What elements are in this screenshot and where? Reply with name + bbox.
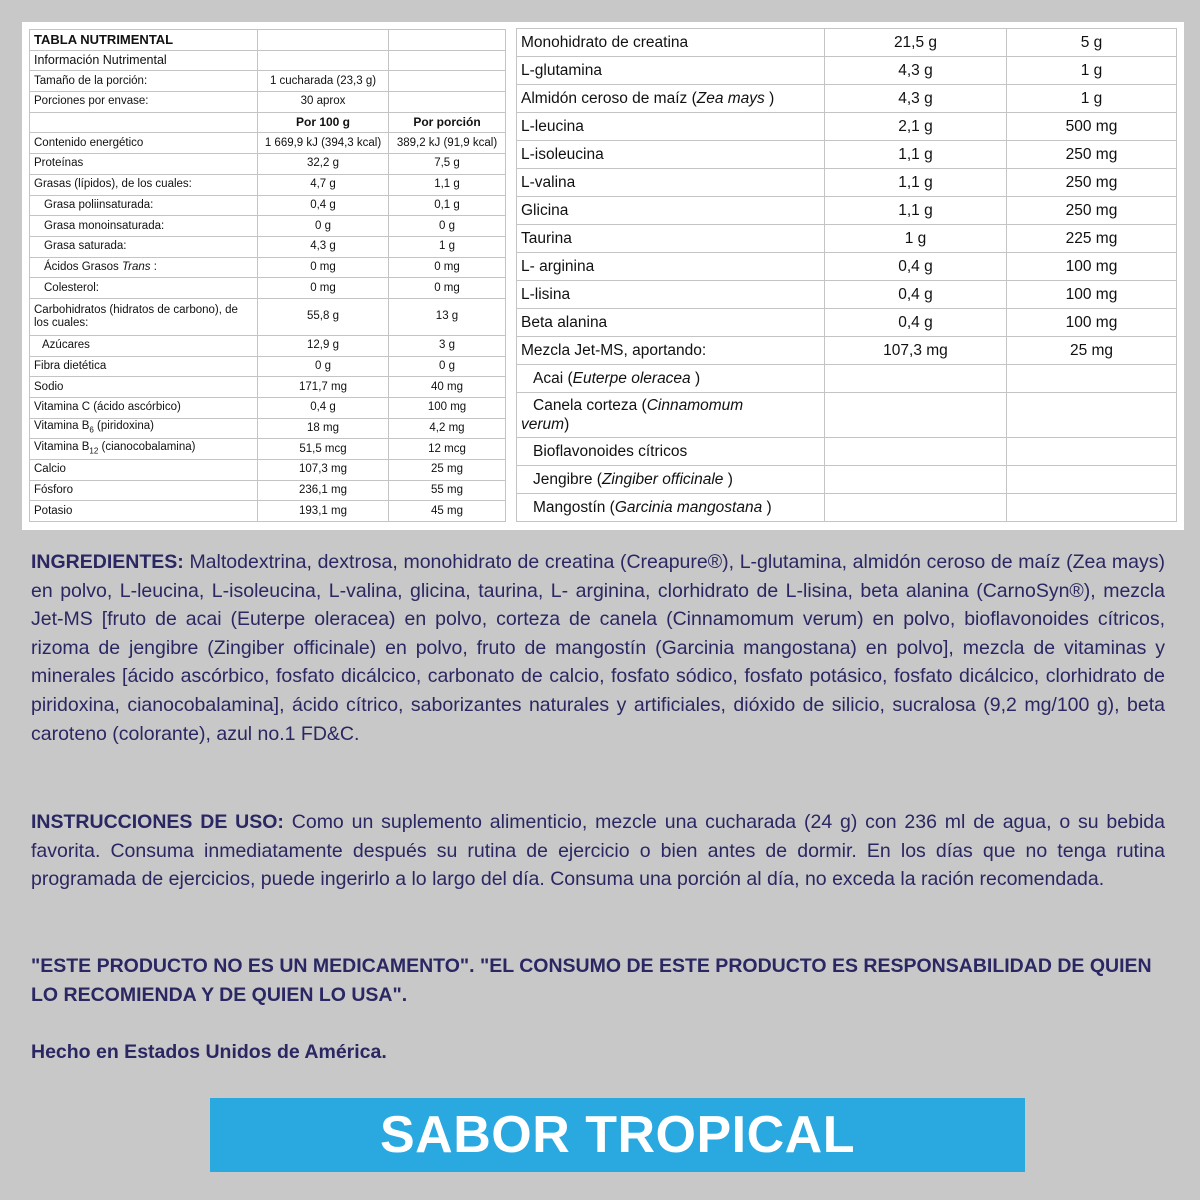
table-row [517,466,1177,494]
row-per100: 4,3 g [825,85,1007,113]
row-label: Calcio [30,460,258,481]
row-label: Grasas (lípidos), de los cuales: [30,174,258,195]
table-row [517,253,1177,281]
row-label: Colesterol: [30,278,258,299]
table-subtitle: Información Nutrimental [30,50,258,71]
row-per100: 1 669,9 kJ (394,3 kcal) [258,133,389,154]
row-per100: 0 mg [258,257,389,278]
table-row [30,92,506,113]
row-per100: 0,4 g [825,253,1007,281]
instructions-paragraph [31,808,1165,894]
row-perserving: 100 mg [389,398,506,419]
table-row [517,225,1177,253]
table-row [30,30,506,51]
instructions-heading: INSTRUCCIONES DE USO: [31,811,284,833]
row-label: Glicina [517,197,825,225]
table-row [30,298,506,335]
row-per100: 107,3 mg [825,337,1007,365]
row-label: Jengibre (Zingiber officinale ) [517,466,825,494]
table-row [517,113,1177,141]
nutrition-panel [22,22,1184,530]
row-per100: 0 mg [258,278,389,299]
table-row [30,174,506,195]
row-per100: 4,3 g [825,57,1007,85]
row-perserving: 0 mg [389,278,506,299]
row-perserving: 7,5 g [389,154,506,175]
table-row [30,460,506,481]
row-perserving: 13 g [389,298,506,335]
row-per100: 12,9 g [258,335,389,356]
row-per100: 236,1 mg [258,480,389,501]
table-row [517,197,1177,225]
row-per100: 55,8 g [258,298,389,335]
table-row [30,50,506,71]
row-label: L-glutamina [517,57,825,85]
row-per100: 193,1 mg [258,501,389,522]
row-perserving: 12 mcg [389,439,506,460]
row-perserving: 1 g [1007,57,1177,85]
row-per100: 21,5 g [825,29,1007,57]
row-perserving: 389,2 kJ (91,9 kcal) [389,133,506,154]
row-perserving: 250 mg [1007,197,1177,225]
row-label: Taurina [517,225,825,253]
row-perserving: 100 mg [1007,253,1177,281]
row-label: Proteínas [30,154,258,175]
row-label: Monohidrato de creatina [517,29,825,57]
row-value: 1 cucharada (23,3 g) [258,71,389,92]
row-perserving: 4,2 mg [389,418,506,439]
row-per100: 4,7 g [258,174,389,195]
row-perserving: 3 g [389,335,506,356]
row-label: Bioflavonoides cítricos [517,438,825,466]
table-row [30,398,506,419]
row-label: L-valina [517,169,825,197]
row-label: L-leucina [517,113,825,141]
table-row [517,57,1177,85]
table-row [30,71,506,92]
row-label: Potasio [30,501,258,522]
row-per100: 171,7 mg [258,377,389,398]
row-perserving: 500 mg [1007,113,1177,141]
row-perserving: 100 mg [1007,309,1177,337]
row-label: Fibra dietética [30,356,258,377]
row-label: Azúcares [30,335,258,356]
row-perserving: 45 mg [389,501,506,522]
ingredients-text: Maltodextrina, dextrosa, monohidrato de creatina (Creapure®), L-glutamina, almidón ceroso de maíz (Zea mays) en polvo, L-leucina, L-isoleucina, L-valina, glicina, taurina, L- arginina, clorhidrato de L-lisina, beta alanina (CarnoSyn®), mezcla Jet-MS [fruto de acai (Euterpe oleracea) en polvo, corteza de canela (Cinnamomum verum) en polvo, bioflavonoides cítricos, rizoma de jengibre (Zingiber officinale) en polvo, fruto de mangostín (Garcinia mangostana) en polvo], mezcla de vitaminas y minerales [ácido ascórbico, fosfato dicálcico, carbonato de calcio, fosfato sódico, fosfato potásico, fosfato dicálcico, clorhidrato de piridoxina, cianocobalamina], ácido cítrico, saborizantes naturales y artificiales, dióxido de silicio, sucralosa (9,2 mg/100 g), beta caroteno (colorante), azul no.1 FD&C. [31,551,1165,745]
row-per100: 1 g [825,225,1007,253]
table-row [30,356,506,377]
row-perserving: 1,1 g [389,174,506,195]
row-per100: 0,4 g [258,398,389,419]
table-row [517,29,1177,57]
table-row [30,501,506,522]
made-in-text: Hecho en Estados Unidos de América. [31,1041,387,1063]
row-per100: 32,2 g [258,154,389,175]
row-label: Almidón ceroso de maíz (Zea mays ) [517,85,825,113]
row-perserving: 25 mg [389,460,506,481]
table-title: TABLA NUTRIMENTAL [30,30,258,51]
row-per100: 4,3 g [258,236,389,257]
ingredients-heading: INGREDIENTES: [31,551,184,573]
table-row [30,133,506,154]
warning-text: "ESTE PRODUCTO NO ES UN MEDICAMENTO". "EL CONSUMO DE ESTE PRODUCTO ES RESPONSABILIDAD DE QUIEN LO RECOMIENDA Y DE QUIEN LO USA". [31,955,1152,1006]
row-per100: 18 mg [258,418,389,439]
column-header-per100: Por 100 g [258,112,389,133]
table-row [30,418,506,439]
table-row [517,281,1177,309]
ingredients-paragraph [31,548,1165,748]
table-header-row [30,112,506,133]
row-perserving: 1 g [389,236,506,257]
row-label: Tamaño de la porción: [30,71,258,92]
row-label: Acai (Euterpe oleracea ) [517,365,825,393]
table-row [517,337,1177,365]
table-row [517,393,1177,438]
row-label: Sodio [30,377,258,398]
table-row [30,480,506,501]
table-row [30,236,506,257]
table-row [30,377,506,398]
row-perserving: 0,1 g [389,195,506,216]
row-per100: 51,5 mcg [258,439,389,460]
row-per100: 0 g [258,356,389,377]
table-row [30,154,506,175]
row-label: Mezcla Jet-MS, aportando: [517,337,825,365]
table-row [517,438,1177,466]
table-row [517,309,1177,337]
row-per100: 0,4 g [825,309,1007,337]
row-label: Fósforo [30,480,258,501]
row-value: 30 aprox [258,92,389,113]
row-per100: 1,1 g [825,141,1007,169]
table-row [30,439,506,460]
row-label: Vitamina C (ácido ascórbico) [30,398,258,419]
row-perserving: 0 mg [389,257,506,278]
row-per100: 1,1 g [825,169,1007,197]
nutrition-table [29,29,506,522]
table-row [517,365,1177,393]
row-perserving: 25 mg [1007,337,1177,365]
row-per100: 1,1 g [825,197,1007,225]
table-row [30,335,506,356]
row-label: Vitamina $B_6$ (piridoxina) [30,418,258,439]
row-label: Porciones por envase: [30,92,258,113]
table-row [30,257,506,278]
row-perserving: 0 g [389,216,506,237]
table-row [517,141,1177,169]
row-label: L-isoleucina [517,141,825,169]
row-label: Mangostín (Garcinia mangostana ) [517,494,825,522]
table-row [30,216,506,237]
row-label: Grasa poliinsaturada: [30,195,258,216]
row-label: Vitamina $B_{12}$ (cianocobalamina) [30,439,258,460]
table-row [517,494,1177,522]
row-per100: 0,4 g [258,195,389,216]
flavor-banner: SABOR TROPICAL [210,1098,1025,1172]
table-row [30,278,506,299]
row-per100: 0 g [258,216,389,237]
row-perserving: 225 mg [1007,225,1177,253]
composition-table [516,28,1177,522]
row-label: Grasa monoinsaturada: [30,216,258,237]
row-perserving: 0 g [389,356,506,377]
column-header-perserving: Por porción [389,112,506,133]
row-label: Ácidos Grasos Trans : [30,257,258,278]
row-perserving: 250 mg [1007,169,1177,197]
row-perserving: 55 mg [389,480,506,501]
row-perserving: 250 mg [1007,141,1177,169]
table-row [30,195,506,216]
row-label: Canela corteza (Cinnamomum verum) [517,393,825,438]
row-label: Carbohidratos (hidratos de carbono), de los cuales: [30,298,258,335]
table-row [517,85,1177,113]
row-perserving: 1 g [1007,85,1177,113]
table-row [517,169,1177,197]
instructions-text: Como un suplemento alimenticio, mezcle una cucharada (24 g) con 236 ml de agua, o su bebida favorita. Consuma inmediatamente después su rutina de ejercicio o bien antes de dormir. En los días que no tenga rutina programada de ejercicios, puede ingerirlo a lo largo del día. Consuma una porción al día, no exceda la ración recomendada. [31,811,1165,891]
row-label: Contenido energético [30,133,258,154]
row-per100: 0,4 g [825,281,1007,309]
row-label: L-lisina [517,281,825,309]
row-per100: 107,3 mg [258,460,389,481]
row-perserving: 100 mg [1007,281,1177,309]
row-perserving: 5 g [1007,29,1177,57]
row-perserving: 40 mg [389,377,506,398]
row-label: Beta alanina [517,309,825,337]
row-per100: 2,1 g [825,113,1007,141]
row-label: L- arginina [517,253,825,281]
row-label: Grasa saturada: [30,236,258,257]
